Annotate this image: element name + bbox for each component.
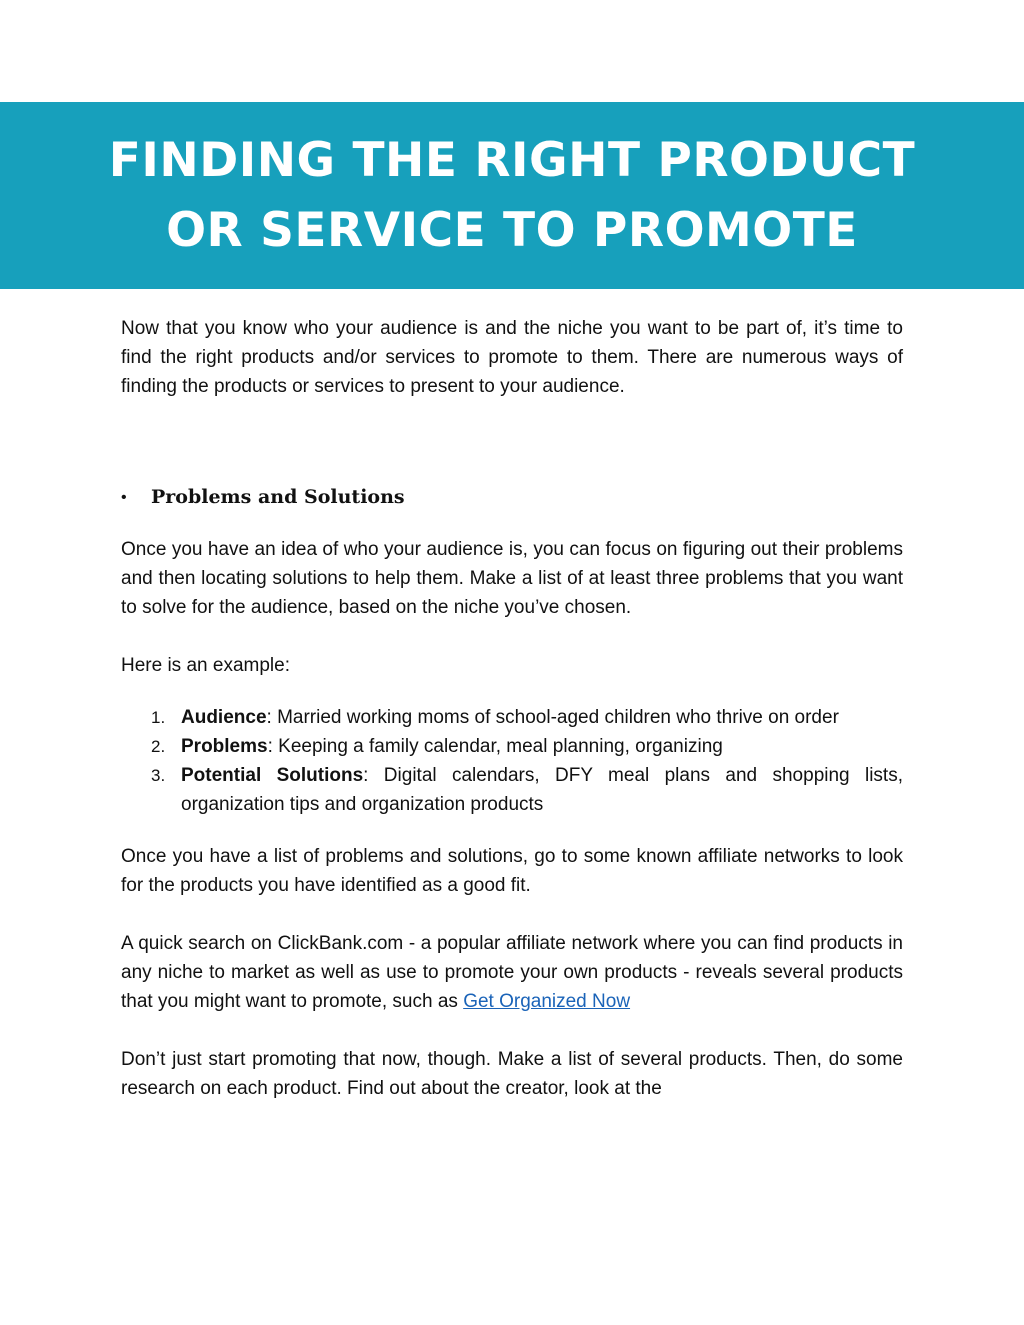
- clickbank-paragraph: [121, 929, 903, 1016]
- list-item: [151, 732, 903, 761]
- list-label: Problems: [181, 736, 268, 757]
- example-intro: Here is an example:: [121, 655, 290, 676]
- list-label: Potential Solutions: [181, 765, 364, 786]
- list-number: 3.: [151, 766, 166, 785]
- section-heading: [121, 483, 903, 512]
- problems-paragraph: Once you have an idea of who your audience is, you can focus on figuring out their problems and then locating solutions to help them. Make a list of at least three problems that you want to solve for the audience, based on the niche you’ve chosen.: [121, 539, 903, 618]
- networks-paragraph: Once you have a list of problems and solutions, go to some known affiliate networks to look for the products you have identified as a good fit.: [121, 846, 903, 896]
- list-item: [151, 703, 903, 732]
- clickbank-text: A quick search on ClickBank.com - a popular affiliate network where you can find products in any niche to market as well as use to promote your own products - reveals several products that you might want to promote, such as: [121, 933, 903, 1012]
- intro-paragraph: Now that you know who your audience is and the niche you want to be part of, it’s time to find the right products and/or services to promote to them. There are numerous ways of finding the products or services to present to your audience.: [121, 318, 903, 397]
- list-description: : Digital calendars, DFY meal plans and shopping lists, organization tips and organization products: [181, 765, 903, 815]
- list-label: Audience: [181, 707, 267, 728]
- research-paragraph: Don’t just start promoting that now, though. Make a list of several products. Then, do some research on each product. Find out about the creator, look at the: [121, 1049, 903, 1099]
- list-item: [151, 761, 903, 819]
- list-number: 2.: [151, 737, 166, 756]
- example-list: [121, 703, 903, 819]
- list-text: [181, 732, 903, 761]
- bullet-icon: •: [121, 489, 127, 506]
- document-body: [121, 314, 903, 1103]
- list-number: 1.: [151, 708, 166, 727]
- get-organized-now-link[interactable]: Get Organized Now: [463, 991, 631, 1012]
- list-description: : Married working moms of school-aged children who thrive on order: [266, 707, 839, 728]
- page-title-line-2: OR SERVICE TO PROMOTE: [166, 202, 858, 258]
- title-banner: [0, 102, 1024, 289]
- list-text: [181, 703, 903, 732]
- section-title: Problems and Solutions: [151, 486, 405, 508]
- list-description: : Keeping a family calendar, meal planning, organizing: [267, 736, 723, 757]
- list-text: [181, 761, 903, 819]
- page-title-line-1: FINDING THE RIGHT PRODUCT: [108, 132, 916, 188]
